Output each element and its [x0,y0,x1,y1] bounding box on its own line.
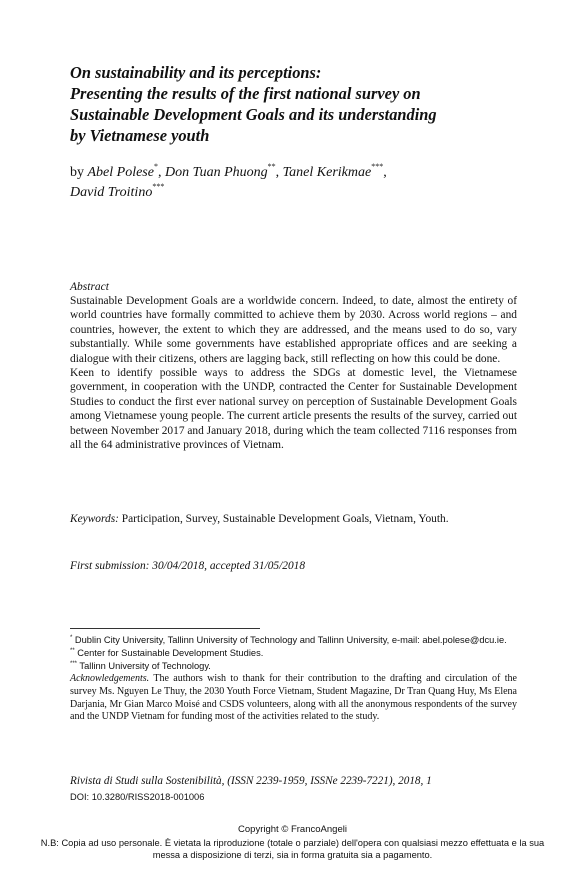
abstract-body [70,294,517,452]
abstract-heading: Abstract [70,281,109,293]
keywords [70,512,517,527]
author-separator: , [383,165,387,180]
author-list [70,163,540,203]
copyright-line: Copyright © FrancoAngeli [238,824,347,835]
author-line [70,163,540,183]
author-footnote-mark: ** [267,162,276,171]
footnote-mark: * [70,635,73,641]
usage-notice: N.B: Copia ad uso personale. È vietata la riproduzione (totale o parziale) dell'opera con qualsiasi mezzo effettuata e la sua messa a disposizione di terzi, sia in forma gratuita sia a pagamento. [40,838,545,861]
author-name: Abel Polese [87,165,154,180]
title-line: Presenting the results of the first national survey on [70,84,421,103]
author-name: Don Tuan Phuong [164,165,268,180]
abstract-paragraph: Sustainable Development Goals are a worldwide concern. Indeed, to date, almost the entirety of world countries have formally committed to achieve them by 2030. Across world regions – and countries, however, the extent to which they are addressed, and the means used to do so, vary substantially. While some governments have established appropriate offices and are seeking a dialogue with their citizens, others are lagging back, still reflecting on how this could be done. [70,295,517,365]
acknowledgements-label: Acknowledgements. [70,673,150,685]
footnote-text: Tallinn University of Technology. [77,661,211,672]
footnote [70,647,517,660]
keywords-label: Keywords: [70,513,119,525]
doi: DOI: 10.3280/RISS2018-001006 [70,792,205,802]
author-separator: , [157,165,165,180]
author-footnote-mark: *** [152,182,165,191]
author-name: David Troitino [70,185,153,200]
footnotes [70,634,517,724]
footnote [70,660,517,673]
by-label: by [70,165,88,180]
author-separator: , [275,165,283,180]
author-name: Tanel Kerikmae [282,165,372,180]
footnote-text: Dublin City University, Tallinn University of Technology and Tallinn University, e-mail: abel.polese@dcu.ie. [72,635,507,645]
keywords-text: Participation, Survey, Sustainable Development Goals, Vietnam, Youth. [118,513,449,525]
footnote-divider [70,628,260,629]
abstract-paragraph: Keen to identify possible ways to address the SDGs at domestic level, the Vietnamese government, in cooperation with the UNDP, contracted the Center for Sustainable Development Studies to conduct the first ever national survey on perception of Sustainable Development Goals among Vietnamese young people. The current article presents the results of the survey, carried out between November 2017 and January 2018, during which the team collected 7116 responses from all the 64 administrative provinces of Vietnam. [70,367,517,452]
footnote-mark: ** [70,648,75,655]
title-line: by Vietnamese youth [70,126,210,145]
title-line: On sustainability and its perceptions: [70,63,322,82]
footnote [70,634,517,647]
author-footnote-mark: *** [371,162,384,171]
author-footnote-mark: * [153,162,158,171]
footnote-mark: *** [70,661,78,668]
submission-dates: First submission: 30/04/2018, accepted 31/05/2018 [70,560,306,572]
footnote-text: Center for Sustainable Development Studies. [74,648,264,659]
journal-citation: Rivista di Studi sulla Sostenibilità, (ISSN 2239-1959, ISSNe 2239-7221), 2018, 1 [70,775,432,787]
author-line [70,183,540,203]
acknowledgements-text: The authors wish to thank for their contribution to the drafting and circulation of the survey Ms. Nguyen Le Thuy, the 2030 Youth Force Vietnam, Student Magazine, Dr Tran Quang Huy, Ms Elena Darjania, Mr Gian Marco Moisé and CSDS volunteers, along with all the anonymous respondents of the survey and the UNDP Vietnam for funding most of the activities related to the study. [70,673,517,723]
article-title [70,62,530,146]
title-line: Sustainable Development Goals and its understanding [70,105,437,124]
acknowledgements [70,673,517,724]
